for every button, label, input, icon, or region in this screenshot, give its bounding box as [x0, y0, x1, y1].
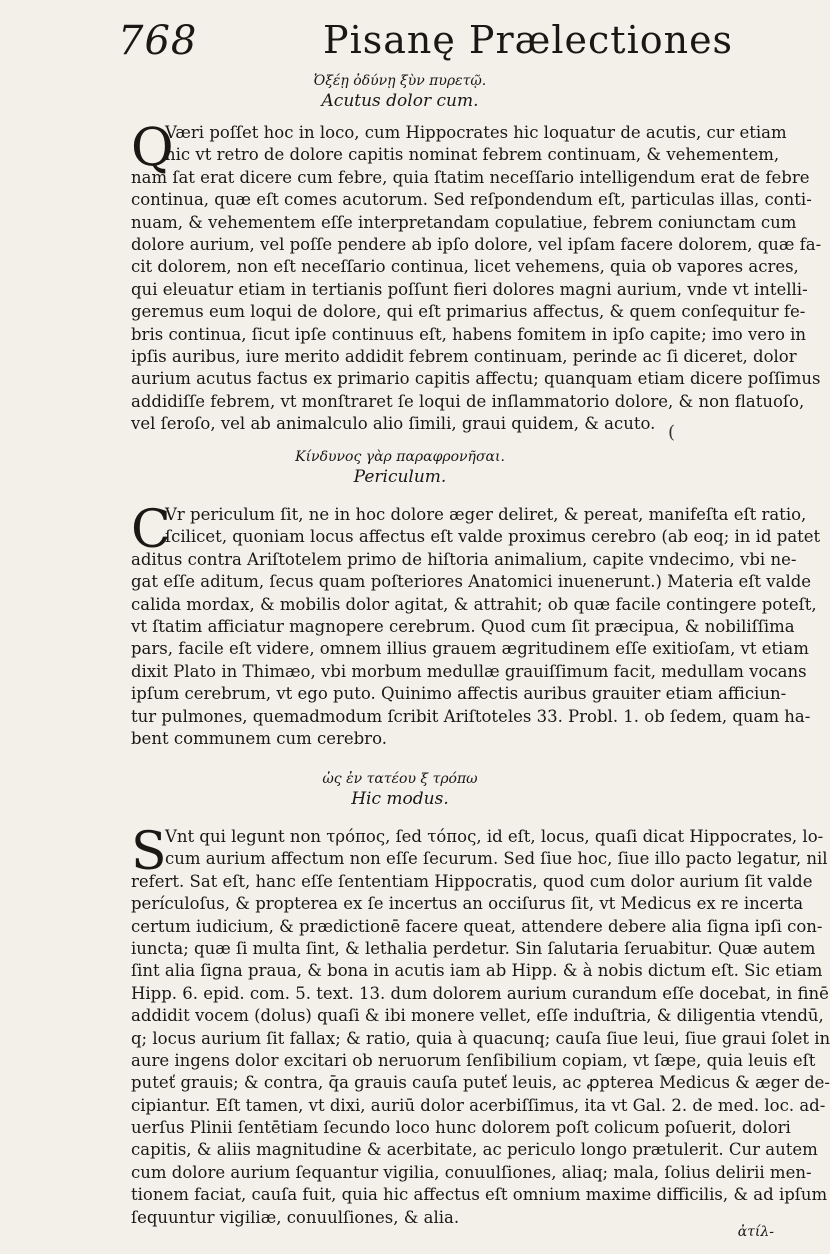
text-line: aure ingens dolor excitari ob neruorum ſenſibilium copiam, vt ſæpe, quia leuis eſt [131, 1050, 816, 1070]
text-line: bent communem cum cerebro. [131, 728, 387, 748]
text-line: nam ſat erat dicere cum febre, quia ſtatim neceſſario intelligendum erat de febre [131, 167, 810, 187]
text-line: cipiantur. Eſt tamen, vt dixi, auriū dolor acerbiſſimus, ita vt Gal. 2. de med. loc. ad- [131, 1095, 826, 1115]
text-line: Vnt qui legunt non τρόπος, ſed τόπος, id eſt, locus, quaſi dicat Hippocrates, lo- [165, 827, 824, 846]
text-line: q; locus aurium ſit fallax; & ratio, quia à quacunq; cauſa ſiue leui, ſiue graui ſolet in [131, 1028, 830, 1048]
text-line: calida mordax, & mobilis dolor agitat, & attrahit; ob quæ facile contingere poteſt, [131, 594, 817, 614]
text-line: refert. Sat eſt, hanc eſſe ſententiam Hippocratis, quod cum dolor aurium ſit valde [131, 871, 813, 891]
commentary-section-1 [131, 118, 822, 435]
text-line: addidit vocem (dolus) quaſi & ibi monere vellet, eſſe induſtria, & diligentia vtendū, [131, 1006, 824, 1026]
text-line: tionem faciat, cauſa fuit, quia hic affectus eſt omnium maxime difficilis, & ad ipſum [131, 1185, 828, 1205]
text-line: continua, quæ eſt comes acutorum. Sed reſpondendum eſt, particulas illas, conti- [131, 190, 812, 210]
text-line: tur pulmones, quemadmodum ſcribit Ariſtoteles 33. Probl. 1. ob ſedem, quam ha- [131, 706, 811, 726]
text-line: capitis, & aliis magnitudine & acerbitate, ac periculo longo prætulerit. Cur autem [131, 1140, 818, 1160]
text-line: cum dolore aurium ſequantur vigilia, conuulſiones, aliaq; mala, ſolius delirii men- [131, 1162, 812, 1182]
text-line: vt ſtatim afficiatur magnopere cerebrum. Quod cum ſit præcipua, & nobiliſſima [131, 616, 795, 636]
text-line: bris continua, ſicut ipſe continuus eſt, habens fomitem in ipſo capite; imo vero in [131, 324, 807, 344]
text-line: Væri poſſet hoc in loco, cum Hippocrates hic loquatur de acutis, cur etiam [165, 123, 787, 142]
text-line: addidiſſe febrem, vt monſtraret ſe loqui de inſlammatorio dolore, & non flatuoſo, [131, 391, 805, 411]
text-line: gat eſſe aditum, ſecus quam poſteriores Anatomici inuenerunt.) Materia eſt valde [131, 572, 812, 592]
text-line: ſequuntur vigiliæ, conuulſiones, & alia. [131, 1207, 460, 1227]
commentary-section-2 [131, 500, 821, 750]
text-line: ſcilicet, quoniam locus affectus eſt valde proximus cerebro (ab eoq; in id patet [165, 527, 821, 547]
text-line: pars, facile eſt videre, omnem illius grauem ægritudinem eſſe exitioſam, vt etiam [131, 639, 809, 659]
text-line: aurium acutus factus ex primario capitis affectu; quanquam etiam dicere poſſimus [131, 369, 821, 389]
commentary-section-3 [131, 822, 830, 1229]
catchword: ἀτίλ- [737, 1224, 774, 1240]
lemma-1 [0, 72, 800, 112]
running-head: Pisanę Prælectiones [323, 18, 734, 62]
lemma-greek: Κίνδυνος γὰρ παραφρονῆσαι. [295, 449, 505, 465]
text-line: cit dolorem, non eſt neceſſario continua, licet vehemens, quia ob vapores acres, [131, 257, 799, 277]
text-line: cum aurium affectum non eſſe ſecurum. Sed ſiue hoc, ſiue illo pacto legatur, nil [165, 849, 828, 869]
text-line: vel ſeroſo, vel ab animalculo alio ſimili, graui quidem, & acuto. [131, 414, 656, 434]
drop-cap: Q [131, 118, 174, 178]
text-line: puteť grauis; & contra, q̄a grauis cauſa puteť leuis, ac ꝓpterea Medicus & æger de- [131, 1073, 830, 1093]
text-line: Vr periculum ſit, ne in hoc dolore æger deliret, & pereat, manifeſta eſt ratio, [165, 505, 807, 524]
lemma-greek: ὡς ἐν τατέου ξ τρόπω [322, 771, 478, 787]
text-line: ipſum cerebrum, vt ego puto. Quinimo affectis auribus grauiter etiam afficiun- [131, 684, 787, 704]
text-line: aditus contra Ariſtotelem primo de hiſtoria animalium, capite vndecimo, vbi ne- [131, 549, 797, 569]
text-line: iuncta; quæ ſi multa ſint, & lethalia perdetur. Sin ſalutaria ſeruabitur. Quæ autem [131, 938, 816, 958]
lemma-3 [0, 770, 800, 810]
drop-cap: C [131, 500, 171, 560]
text-line: perículoſus, & propterea ex ſe incertus an occiſurus ſit, vt Medicus ex re incerta [131, 894, 804, 914]
text-line: hic vt retro de dolore capitis nominat febrem continuam, & vehementem, [165, 145, 780, 165]
margin-mark: ( [668, 422, 676, 443]
drop-cap: S [131, 822, 167, 882]
text-line: geremus eum loqui de dolore, qui eſt primarius affectus, & quem conſequitur fe- [131, 302, 806, 322]
page-number: 768 [118, 18, 198, 64]
lemma-2 [0, 448, 800, 488]
page-header [118, 18, 758, 66]
text-line: dixit Plato in Thimæo, vbi morbum medullæ grauiſſimum facit, medullam vocans [131, 661, 807, 681]
lemma-greek: Ὀξέῃ ὀδύνῃ ξὺν πυρετῷ. [313, 73, 487, 89]
lemma-latin: Acutus dolor cum. [321, 91, 479, 111]
lemma-latin: Periculum. [353, 467, 447, 487]
lemma-latin: Hic modus. [351, 789, 449, 809]
text-line: uerſus Plinii ſentētiam ſecundo loco hunc dolorem poſt colicum poſuerit, dolori [131, 1118, 791, 1138]
text-line: ſint alia ſigna praua, & bona in acutis iam ab Hipp. & à nobis dictum eſt. Sic etiam [131, 961, 823, 981]
text-line: dolore aurium, vel poſſe pendere ab ipſo dolore, vel ipſam facere dolorem, quæ fa- [131, 234, 822, 254]
text-line: Hipp. 6. epid. com. 5. text. 13. dum dolorem aurium curandum eſſe docebat, in finē [131, 983, 829, 1003]
text-line: certum iudicium, & prædictionē facere queat, attendere debere alia ſigna ipſi con- [131, 916, 823, 936]
text-line: ipſis auribus, iure merito addidit febrem continuam, perinde ac ſi diceret, dolor [131, 346, 797, 366]
text-line: qui eleuatur etiam in tertianis poſſunt fieri dolores magni aurium, vnde vt intelli- [131, 279, 808, 299]
text-line: nuam, & vehementem eſſe interpretandam copulatiue, febrem coniunctam cum [131, 212, 797, 232]
